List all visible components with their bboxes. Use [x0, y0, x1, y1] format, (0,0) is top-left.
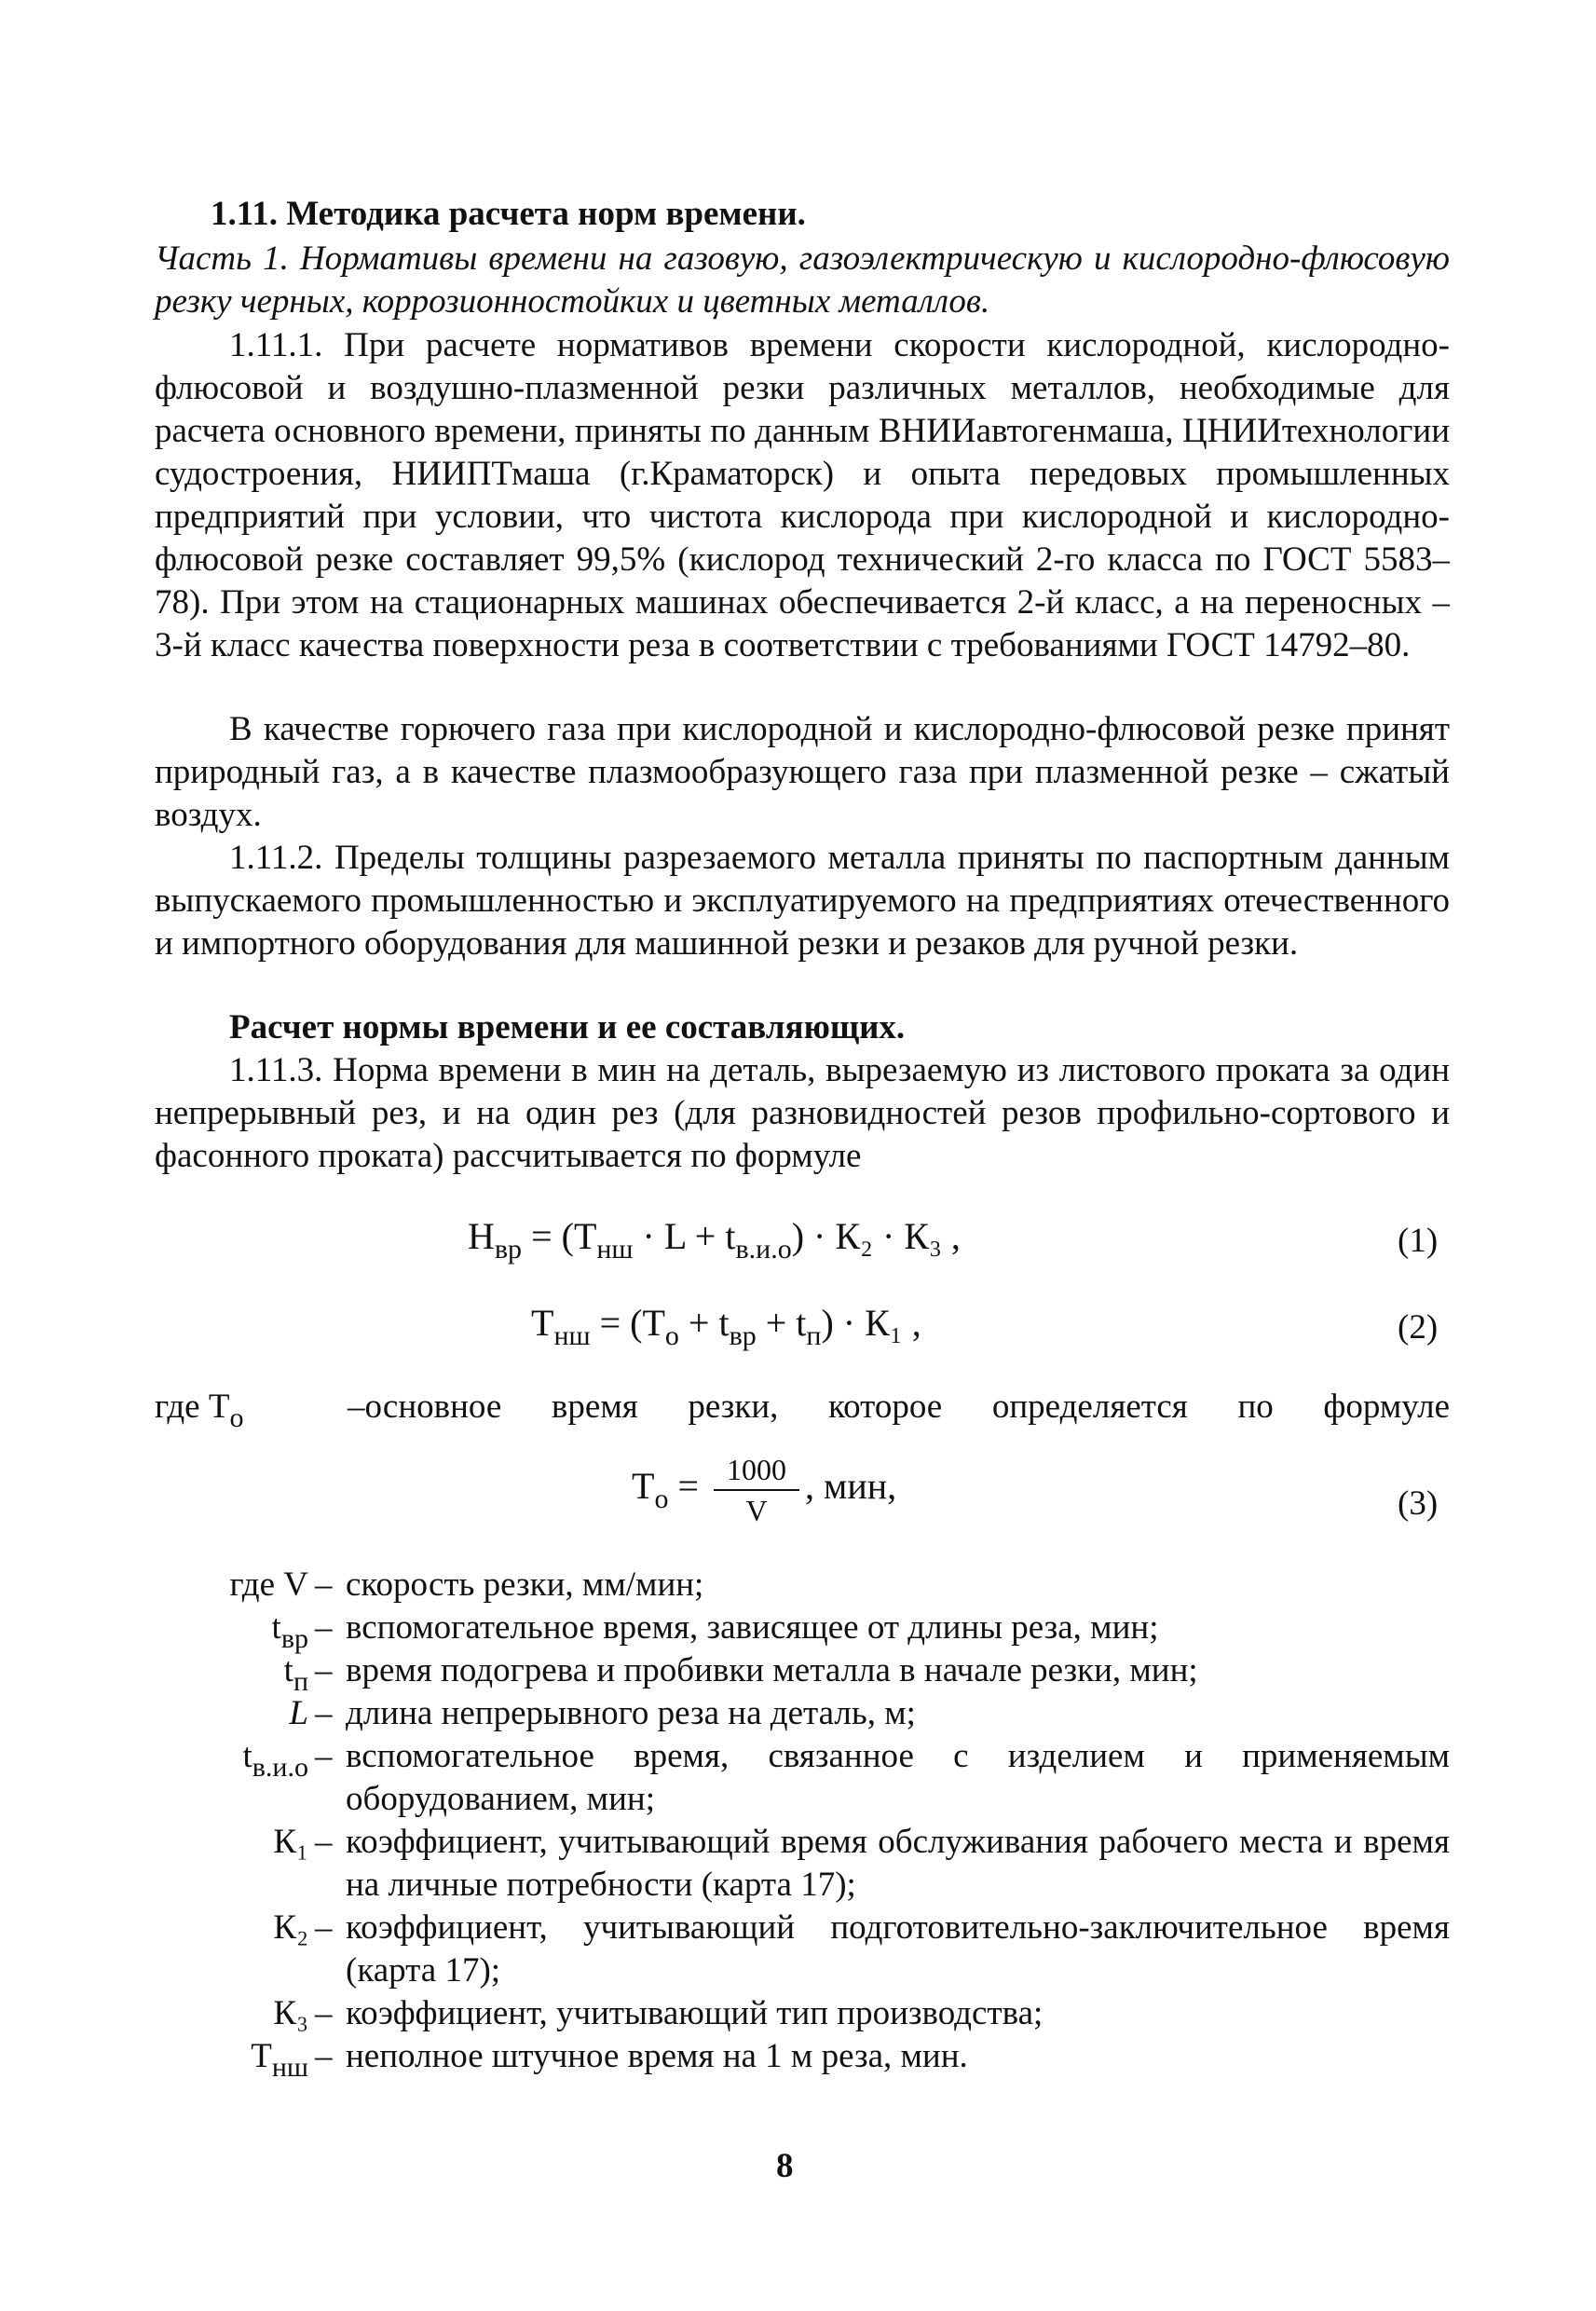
legend-symbol: где V — [229, 1566, 308, 1604]
legend-symbol: $t_{вр}$ — [271, 1608, 308, 1654]
legend-item: $Т_{нш}$ – неполное штучное время на 1 м реза, мин. — [155, 2035, 1450, 2078]
page-number: 8 — [776, 2147, 794, 2185]
formula-1-number: (1) — [1398, 1222, 1439, 1260]
paragraph-fuel-gas: В качестве горючего газа при кислородной и кислородно-флюсовой резке принят природный газ, а в качестве плазмообразующего газа при плазменной резке – сжатый воздух. — [155, 710, 1450, 834]
formula-2: $Т_{нш} = (Т_о + t_{вр} + t_п) \cdot К_1$ , — [531, 1302, 921, 1351]
subheading-norm-calc: Расчет нормы времени и ее составляющих. — [229, 1008, 906, 1046]
legend-symbol: К₂ — [273, 1908, 308, 1947]
fraction-denominator: V — [745, 1494, 768, 1527]
legend-description: коэффициент, учитывающий время обслуживания рабочего места и время на личные потребности (карта 17); — [346, 1823, 1450, 1904]
where-description: –основное время резки, которое определяется по формуле — [348, 1388, 1450, 1426]
legend-description: коэффициент, учитывающий подготовительно-заключительное время (карта 17); — [346, 1908, 1450, 1990]
formula-2-number: (2) — [1398, 1308, 1439, 1347]
legend-item: К₂ – коэффициент, учитывающий подготовительно-заключительное время (карта 17); — [155, 1907, 1450, 1992]
legend-description: коэффициент, учитывающий тип производства; — [346, 1994, 1044, 2032]
formula-3: $Т_о$ = $\frac{1000}{V}$ , мин, — [632, 1450, 896, 1530]
formula-3-number: (3) — [1398, 1484, 1439, 1523]
legend-symbol: $t_{в.и.о}$ — [242, 1737, 308, 1783]
legend-item: К₁ – коэффициент, учитывающий время обслуживания рабочего места и время на личные потребности (карта 17); — [155, 1821, 1450, 1907]
legend-description: время подогрева и пробивки металла в начале резки, мин; — [346, 1651, 1198, 1689]
legend-description: длина непрерывного реза на деталь, м; — [346, 1694, 916, 1732]
part-title: Часть 1. Нормативы времени на газовую, газоэлектрическую и кислородно-флюсовую резку черных, коррозионностойких и цветных металлов. — [155, 239, 1450, 321]
legend-item: $t_{в.и.о}$ – вспомогательное время, связанное с изделием и применяемым оборудованием, мин; — [155, 1735, 1450, 1821]
paragraph-1-11-2: 1.11.2. Пределы толщины разрезаемого металла приняты по паспортным данным выпускаемого промышленностью и эксплуатируемого на предприятиях отечественного и импортного оборудования для машинной резки и резаков для ручной резки. — [155, 839, 1450, 963]
legend-symbol: $Т_{нш}$ — [251, 2037, 308, 2083]
legend-description: вспомогательное время, связанное с изделием и применяемым оборудованием, мин; — [346, 1737, 1450, 1818]
legend-symbol: К₃ — [273, 1994, 308, 2032]
legend-item: $t_{вр}$ – вспомогательное время, зависящее от длины реза, мин; — [155, 1607, 1450, 1649]
legend-symbol: L — [289, 1694, 308, 1732]
formula-1: $Н_{вр} = (Т_{нш} \cdot L + t_{в.и.о}) \cdot К_2 \cdot К_3$ , — [468, 1215, 961, 1265]
section-heading: 1.11. Методика расчета норм времени. — [211, 195, 806, 233]
legend-item: К₃ – коэффициент, учитывающий тип производства; — [155, 1992, 1450, 2035]
legend-item: где V – скорость резки, мм/мин; — [155, 1564, 1450, 1607]
fraction-numerator: 1000 — [714, 1450, 799, 1491]
legend-description: вспомогательное время, зависящее от длины реза, мин; — [346, 1608, 1159, 1647]
legend-description: неполное штучное время на 1 м реза, мин. — [346, 2037, 968, 2075]
legend-symbol: $t_п$ — [283, 1651, 308, 1697]
where-label: где $Т_о$ — [155, 1388, 244, 1433]
fraction — [714, 1450, 799, 1530]
legend-item: $t_п$ – время подогрева и пробивки металла в начале резки, мин; — [155, 1649, 1450, 1692]
legend-description: скорость резки, мм/мин; — [346, 1566, 704, 1604]
legend-symbol: К₁ — [273, 1823, 308, 1861]
legend-item: L – длина непрерывного реза на деталь, м; — [155, 1692, 1450, 1735]
legend-list — [155, 1564, 1450, 2083]
paragraph-1-11-1: 1.11.1. При расчете нормативов времени скорости кислородной, кислородно-флюсовой и воздушно-плазменной резки различных металлов, необходимые для расчета основного времени, приняты по данным ВНИИавтогенмаша, ЦНИИтехнологии судостроения, НИИПТмаша (г.Краматорск) и опыта передовых промышленных предприятий при условии, что чистота кислорода при кислородной и кислородно-флюсовой резке составляет 99,5% (кислород технический 2-го класса по ГОСТ 5583–78). При этом на стационарных машинах обеспечивается 2-й класс, а на переносных – 3-й класс качества поверхности реза в соответствии с требованиями ГОСТ 14792–80. — [155, 326, 1450, 664]
paragraph-1-11-3: 1.11.3. Норма времени в мин на деталь, вырезаемую из листового проката за один непрерывный рез, и на один рез (для разновидностей резов профильно-сортового и фасонного проката) рассчитывается по формуле — [155, 1051, 1450, 1175]
